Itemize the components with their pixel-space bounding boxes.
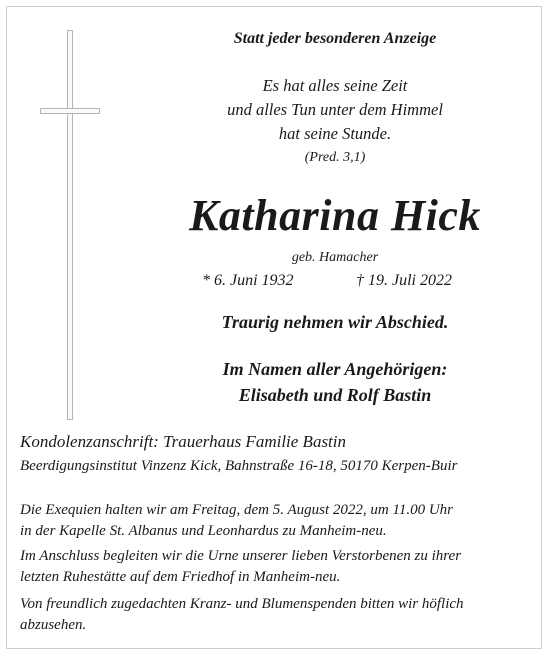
deceased-name: Katharina Hick [189,191,481,240]
cross-icon [40,30,100,420]
verse-line: hat seine Stunde. [278,124,392,143]
paragraph-line: Im Anschluss begleiten wir die Urne unserer lieben Verstorbenen zu ihrer [20,548,462,564]
urn-paragraph [20,546,535,588]
verse-line: Es hat alles seine Zeit [262,76,408,95]
death-date: † 19. Juli 2022 [356,272,452,289]
paragraph-line: in der Kapelle St. Albanus und Leonhardus zu Manheim-neu. [20,523,387,539]
farewell-line: Traurig nehmen wir Abschied. [221,312,449,332]
paragraph-line: Die Exequien halten wir am Freitag, dem 5. August 2022, um 11.00 Uhr [20,502,454,518]
verse-source: (Pred. 3,1) [304,150,366,165]
family-line: Im Namen aller Angehörigen: [222,359,448,379]
cross-horizontal-beam [40,108,100,114]
cross-vertical-beam [67,30,73,420]
family-signature [140,356,530,408]
funeral-home: Beerdigungsinstitut Vinzenz Kick, Bahnstraße 16-18, 50170 Kerpen-Buir [20,458,458,474]
bible-verse [140,74,530,170]
maiden-name: geb. Hamacher [291,250,379,265]
exequies-paragraph [20,500,535,542]
contact-block [20,430,457,478]
paragraph-line: Von freundlich zugedachten Kranz- und Blumenspenden bitten wir höflich [20,596,464,612]
paragraph-line: letzten Ruhestätte auf dem Friedhof in Manheim-neu. [20,569,341,585]
notice-heading: Statt jeder besonderen Anzeige [233,30,437,47]
condolence-address: Kondolenzanschrift: Trauerhaus Familie Bastin [20,432,347,451]
family-line: Elisabeth und Rolf Bastin [238,385,432,405]
verse-line: und alles Tun unter dem Himmel [227,100,443,119]
paragraph-line: abzusehen. [20,617,87,633]
flowers-paragraph [20,594,535,636]
birth-date: * 6. Juni 1932 [202,272,294,289]
